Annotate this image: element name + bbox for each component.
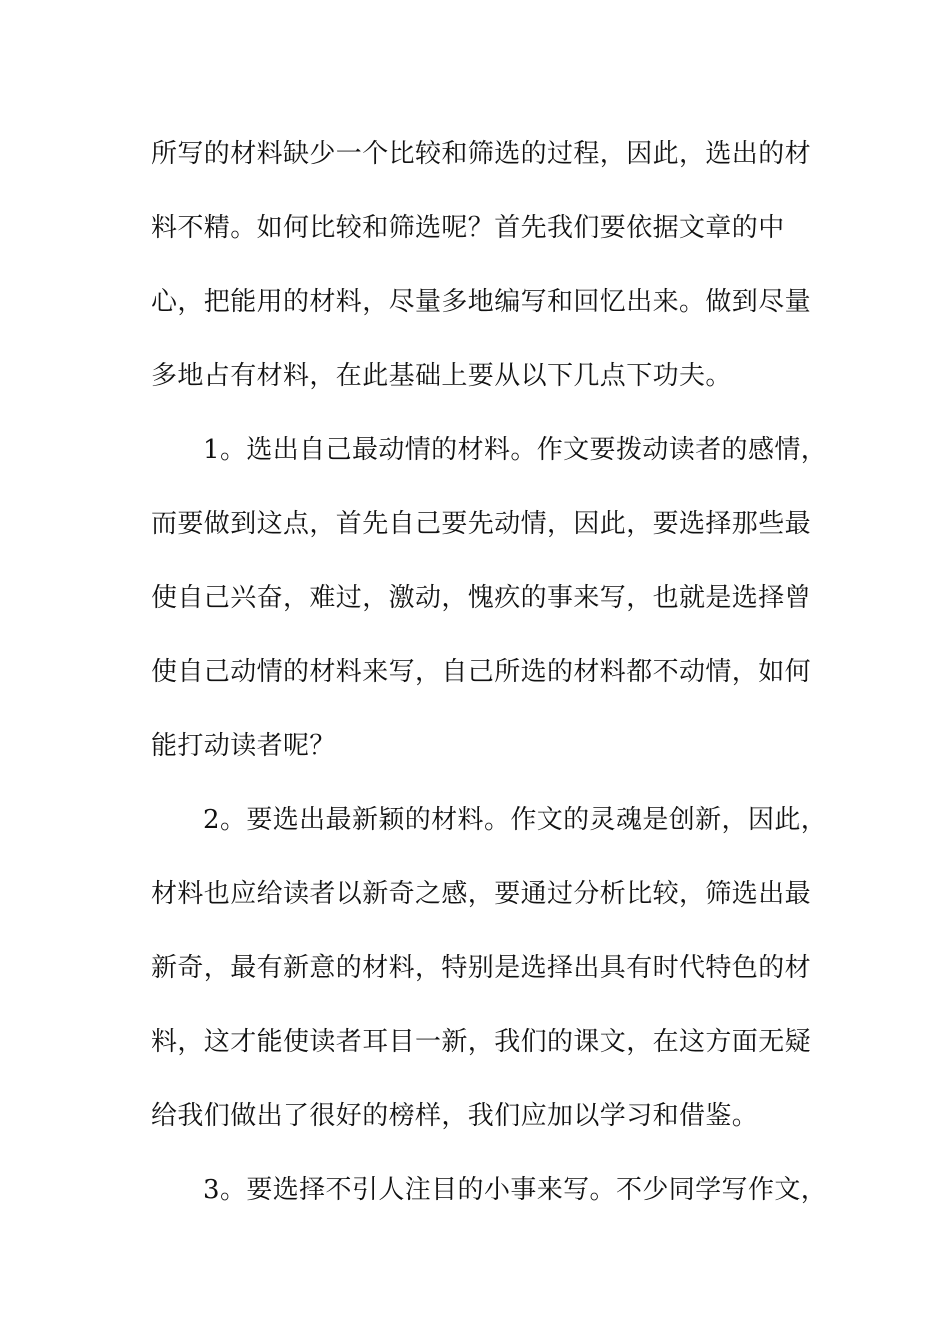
text-line: 料，这才能使读者耳目一新，我们的课文，在这方面无疑	[151, 1027, 812, 1057]
text-line: 能打动读者呢？	[151, 731, 336, 761]
document-body	[151, 126, 828, 1236]
text-line: 材料也应给读者以新奇之感，要通过分析比较，筛选出最	[151, 879, 812, 909]
text-line-paragraph-start: 2。要选出最新颖的材料。作文的灵魂是创新，因此，	[203, 805, 828, 835]
text-line-paragraph-start: 3。要选择不引人注目的小事来写。不少同学写作文，	[203, 1175, 828, 1205]
text-line: 多地占有材料，在此基础上要从以下几点下功夫。	[151, 361, 732, 391]
text-line-paragraph-start: 1。选出自己最动情的材料。作文要拨动读者的感情，	[203, 435, 828, 465]
text-line: 所写的材料缺少一个比较和筛选的过程，因此，选出的材	[151, 139, 812, 169]
text-line: 心，把能用的材料，尽量多地编写和回忆出来。做到尽量	[151, 287, 812, 317]
text-line: 料不精。如何比较和筛选呢？首先我们要依据文章的中	[151, 213, 785, 243]
text-line: 使自己兴奋，难过，激动，愧疚的事来写，也就是选择曾	[151, 583, 812, 613]
text-line: 而要做到这点，首先自己要先动情，因此，要选择那些最	[151, 509, 812, 539]
text-line: 给我们做出了很好的榜样，我们应加以学习和借鉴。	[151, 1101, 759, 1131]
text-line: 新奇，最有新意的材料，特别是选择出具有时代特色的材	[151, 953, 812, 983]
text-line: 使自己动情的材料来写，自己所选的材料都不动情，如何	[151, 657, 812, 687]
